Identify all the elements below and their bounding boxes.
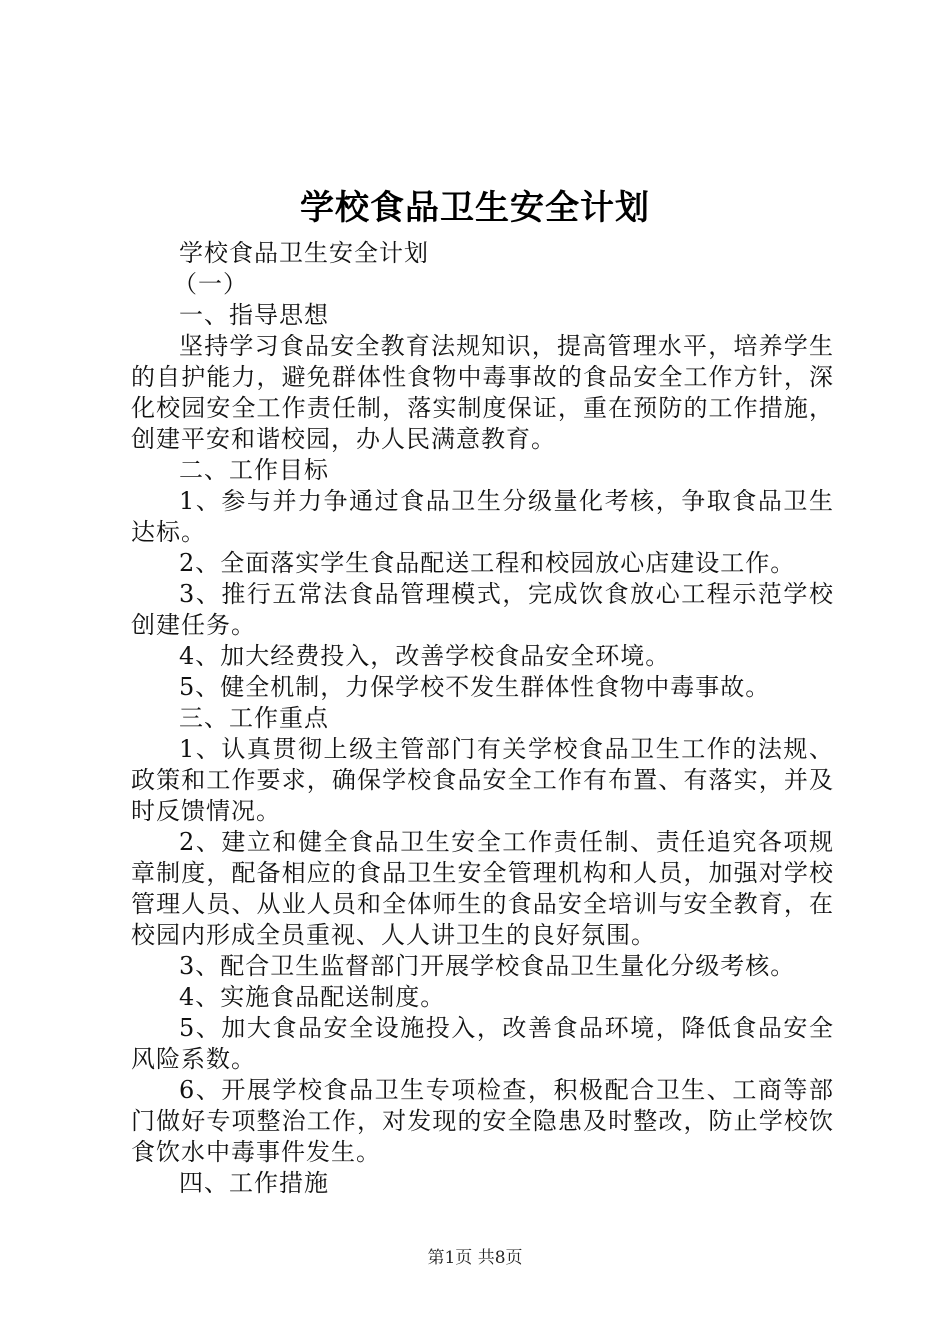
list-item-goal-3: 3、推行五常法食品管理模式，完成饮食放心工程示范学校创建任务。 — [131, 580, 834, 639]
document-body — [131, 238, 834, 1199]
list-item-focus-4: 4、实施食品配送制度。 — [179, 983, 446, 1011]
paragraph-subtitle: 学校食品卫生安全计划 — [179, 239, 429, 267]
list-item-goal-5: 5、健全机制，力保学校不发生群体性食物中毒事故。 — [179, 673, 771, 701]
document-title: 学校食品卫生安全计划 — [300, 188, 650, 228]
heading-guiding-ideology: 一、指导思想 — [179, 301, 329, 329]
heading-work-goals: 二、工作目标 — [179, 456, 329, 484]
list-item-goal-2: 2、全面落实学生食品配送工程和校园放心店建设工作。 — [179, 549, 796, 577]
list-item-focus-1: 1、认真贯彻上级主管部门有关学校食品卫生工作的法规、政策和工作要求，确保学校食品安全工作有布置、有落实，并及时反馈情况。 — [131, 735, 834, 825]
paragraph-guiding-ideology: 坚持学习食品安全教育法规知识，提高管理水平，培养学生的自护能力，避免群体性食物中毒事故的食品安全工作方针，深化校园安全工作责任制，落实制度保证，重在预防的工作措施，创建平安和谐校园，办人民满意教育。 — [131, 332, 834, 453]
list-item-focus-2: 2、建立和健全食品卫生安全工作责任制、责任追究各项规章制度，配备相应的食品卫生安全管理机构和人员，加强对学校管理人员、从业人员和全体师生的食品安全培训与安全教育，在校园内形成全员重视、人人讲卫生的良好氛围。 — [131, 828, 834, 949]
list-item-goal-1: 1、参与并力争通过食品卫生分级量化考核，争取食品卫生达标。 — [131, 487, 834, 546]
page-number: 第1页 共8页 — [427, 1248, 523, 1268]
paragraph-section-number: （一） — [173, 270, 248, 298]
list-item-focus-3: 3、配合卫生监督部门开展学校食品卫生量化分级考核。 — [179, 952, 796, 980]
heading-work-focus: 三、工作重点 — [179, 704, 329, 732]
list-item-goal-4: 4、加大经费投入，改善学校食品安全环境。 — [179, 642, 671, 670]
list-item-focus-6: 6、开展学校食品卫生专项检查，积极配合卫生、工商等部门做好专项整治工作，对发现的安全隐患及时整改，防止学校饮食饮水中毒事件发生。 — [131, 1076, 834, 1166]
heading-work-measures: 四、工作措施 — [179, 1169, 329, 1197]
list-item-focus-5: 5、加大食品安全设施投入，改善食品环境，降低食品安全风险系数。 — [131, 1014, 834, 1073]
